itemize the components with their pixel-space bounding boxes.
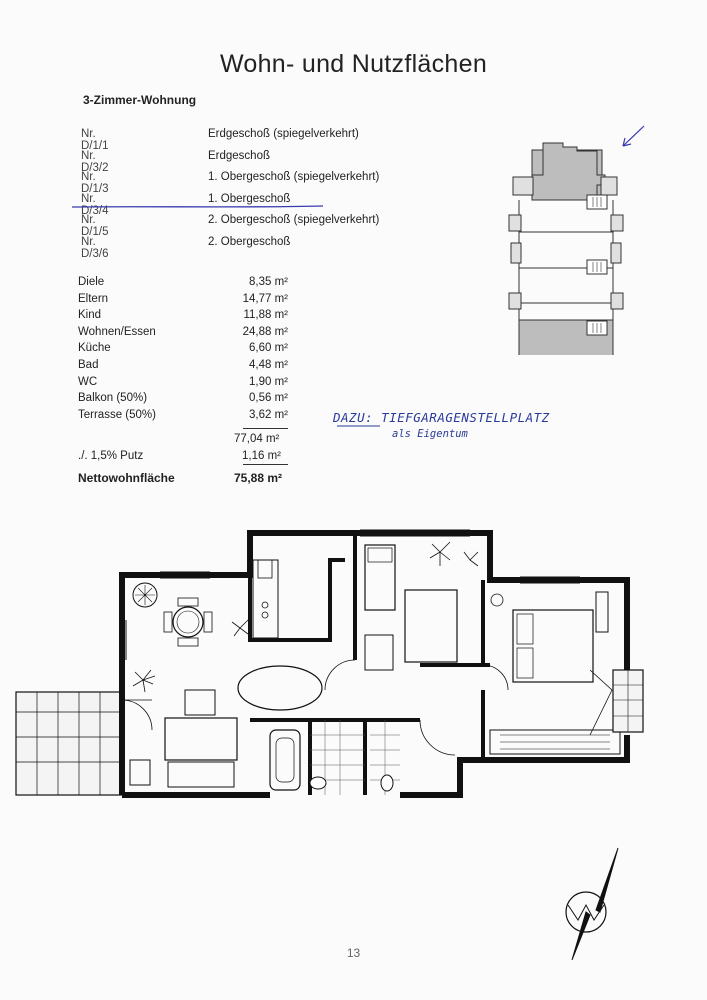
unit-floor: Erdgeschoß (208, 149, 271, 162)
room-label: Diele (78, 276, 105, 288)
unit-number: Nr. D/1/5 (81, 214, 109, 238)
room-label: Kind (78, 309, 102, 322)
room-area: 4,48 m² (249, 358, 288, 371)
room-label: Küche (78, 342, 111, 355)
unit-number: Nr. D/3/2 (81, 149, 109, 174)
room-area: 11,88 m² (243, 309, 288, 322)
room-label: Bad (78, 358, 99, 371)
room-label: Balkon (50%) (78, 392, 148, 405)
room-area: 14,77 m² (242, 292, 288, 305)
subtotal-value: 77,04 m² (234, 433, 280, 445)
unit-floor: 1. Obergeschoß (spiegelverkehrt) (208, 171, 380, 183)
handwritten-note-2: als Eigentum (392, 428, 468, 440)
room-label: Terrasse (50%) (78, 408, 156, 421)
page-title: Wohn- und Nutzflächen (219, 50, 488, 78)
apartment-type: 3-Zimmer-Wohnung (83, 93, 197, 107)
room-area: 6,60 m² (249, 342, 288, 355)
room-area: 8,35 m² (249, 276, 288, 288)
unit-number: Nr. D/3/4 (81, 192, 109, 217)
putz-label: ./. 1,5% Putz (78, 450, 144, 462)
handwritten-note: DAZU: TIEFGARAGENSTELLPLATZ (333, 410, 550, 425)
unit-number: Nr. D/3/6 (81, 235, 109, 260)
putz-value: 1,16 m² (242, 450, 281, 462)
unit-number: Nr. D/1/1 (81, 128, 109, 152)
room-label: Wohnen/Essen (78, 325, 156, 338)
net-area-value: 75,88 m² (234, 471, 283, 485)
unit-number: Nr. D/1/3 (81, 171, 109, 195)
room-label: Eltern (78, 292, 109, 305)
north-arrow-icon (566, 848, 618, 960)
room-area: 24,88 m² (242, 325, 288, 338)
room-area: 1,90 m² (249, 375, 288, 388)
page-number: 13 (346, 946, 361, 960)
room-label: WC (78, 375, 98, 388)
unit-floor: 2. Obergeschoß (208, 235, 291, 248)
room-area: 3,62 m² (249, 408, 288, 421)
unit-floor: 2. Obergeschoß (spiegelverkehrt) (208, 214, 380, 226)
room-area: 0,56 m² (249, 392, 288, 405)
net-area-label: Nettowohnfläche (78, 471, 175, 485)
unit-floor: Erdgeschoß (spiegelverkehrt) (208, 128, 359, 140)
unit-floor: 1. Obergeschoß (208, 192, 291, 205)
